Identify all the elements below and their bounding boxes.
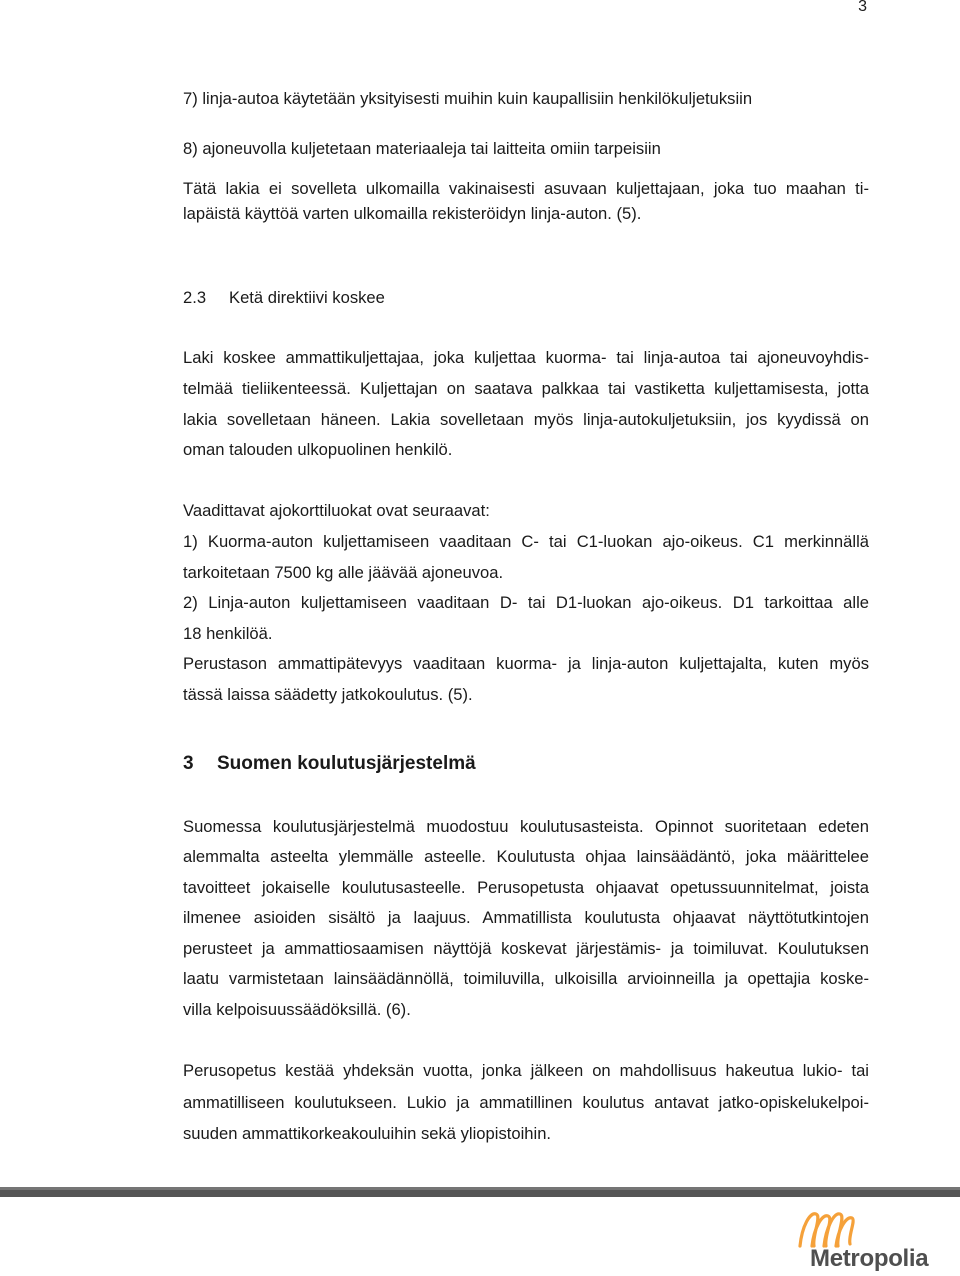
metropolia-logo-text: Metropolia [810, 1245, 929, 1272]
section-number: 2.3 [183, 288, 207, 307]
page-number: 3 [858, 0, 867, 15]
paragraph-line: tässä laissa säädetty jatkokoulutus. (5). [183, 685, 473, 704]
footer-bar-highlight [0, 1187, 960, 1190]
paragraph-line: Vaadittavat ajokorttiluokat ovat seuraavat: [183, 501, 490, 520]
paragraph-line: villa kelpoisuussäädöksillä. (6). [183, 1000, 411, 1019]
section-heading-3 [183, 752, 476, 776]
paragraph-line: suuden ammattikorkeakouluihin sekä yliopistoihin. [183, 1124, 552, 1143]
paragraph-line: perusteet ja ammattiosaamisen näyttöjä koskevat järjestämis- ja toimiluvat. Koulutuksen [183, 939, 869, 958]
paragraph-line: Perustason ammattipätevyys vaaditaan kuorma- ja linja-auton kuljettajalta, kuten myös [183, 654, 869, 673]
section-title: Suomen koulutusjärjestelmä [217, 753, 476, 774]
paragraph-line: ammatilliseen koulutukseen. Lukio ja ammatillinen koulutus antavat jatko-opiskelukelpoi- [183, 1093, 869, 1112]
paragraph-line: tavoitteet jokaiselle koulutusasteelle. Perusopetusta ohjaavat opetussuunnitelmat, joista [183, 878, 869, 897]
paragraph-line: Suomessa koulutusjärjestelmä muodostuu koulutusasteista. Opinnot suoritetaan edeten [183, 817, 869, 836]
paragraph-line: lapäistä käyttöä varten ulkomailla rekisteröidyn linja-auton. (5). [183, 204, 642, 223]
paragraph-line: Tätä lakia ei sovelleta ulkomailla vakinaisesti asuvaan kuljettajaan, joka tuo maahan ti- [183, 179, 869, 198]
paragraph-line: 1) Kuorma-auton kuljettamiseen vaaditaan C- tai C1-luokan ajo-oikeus. C1 merkinnällä [183, 532, 869, 551]
paragraph-line: Perusopetus kestää yhdeksän vuotta, jonka jälkeen on mahdollisuus hakeutua lukio- tai [183, 1061, 869, 1080]
paragraph-line: 2) Linja-auton kuljettamiseen vaaditaan D- tai D1-luokan ajo-oikeus. D1 tarkoittaa alle [183, 593, 869, 612]
paragraph-line: telmää tieliikenteessä. Kuljettajan on saatava palkkaa tai vastiketta kuljettamisesta, jotta [183, 379, 869, 398]
paragraph-line: oman talouden ulkopuolinen henkilö. [183, 440, 453, 459]
paragraph-line: alemmalta asteelta ylemmälle asteelle. Koulutusta ohjaa lainsäädäntö, joka määrittelee [183, 847, 869, 866]
paragraph-line: tarkoitetaan 7500 kg alle jäävää ajoneuvoa. [183, 563, 504, 582]
list-item: 7) linja-autoa käytetään yksityisesti muihin kuin kaupallisiin henkilökuljetuksiin [183, 89, 753, 108]
section-number: 3 [183, 753, 194, 774]
paragraph-line: 18 henkilöä. [183, 624, 273, 643]
paragraph-line: laatu varmistetaan lainsäädännöllä, toimiluvilla, ulkoisilla arvioinneilla ja opettajia koske- [183, 969, 869, 988]
section-title: Ketä direktiivi koskee [229, 288, 385, 307]
paragraph-line: Laki koskee ammattikuljettajaa, joka kuljettaa kuorma- tai linja-autoa tai ajoneuvoyhdis- [183, 348, 869, 367]
list-item: 8) ajoneuvolla kuljetetaan materiaaleja tai laitteita omiin tarpeisiin [183, 139, 661, 158]
paragraph-line: lakia sovelletaan häneen. Lakia sovelletaan myös linja-autokuljetuksiin, jos kyydissä on [183, 410, 869, 429]
footer-bar [0, 1187, 960, 1197]
section-heading-2-3 [183, 288, 385, 308]
paragraph-line: ilmenee asioiden sisältö ja laajuus. Ammatillista koulutusta ohjaavat näyttötutkintojen [183, 908, 869, 927]
